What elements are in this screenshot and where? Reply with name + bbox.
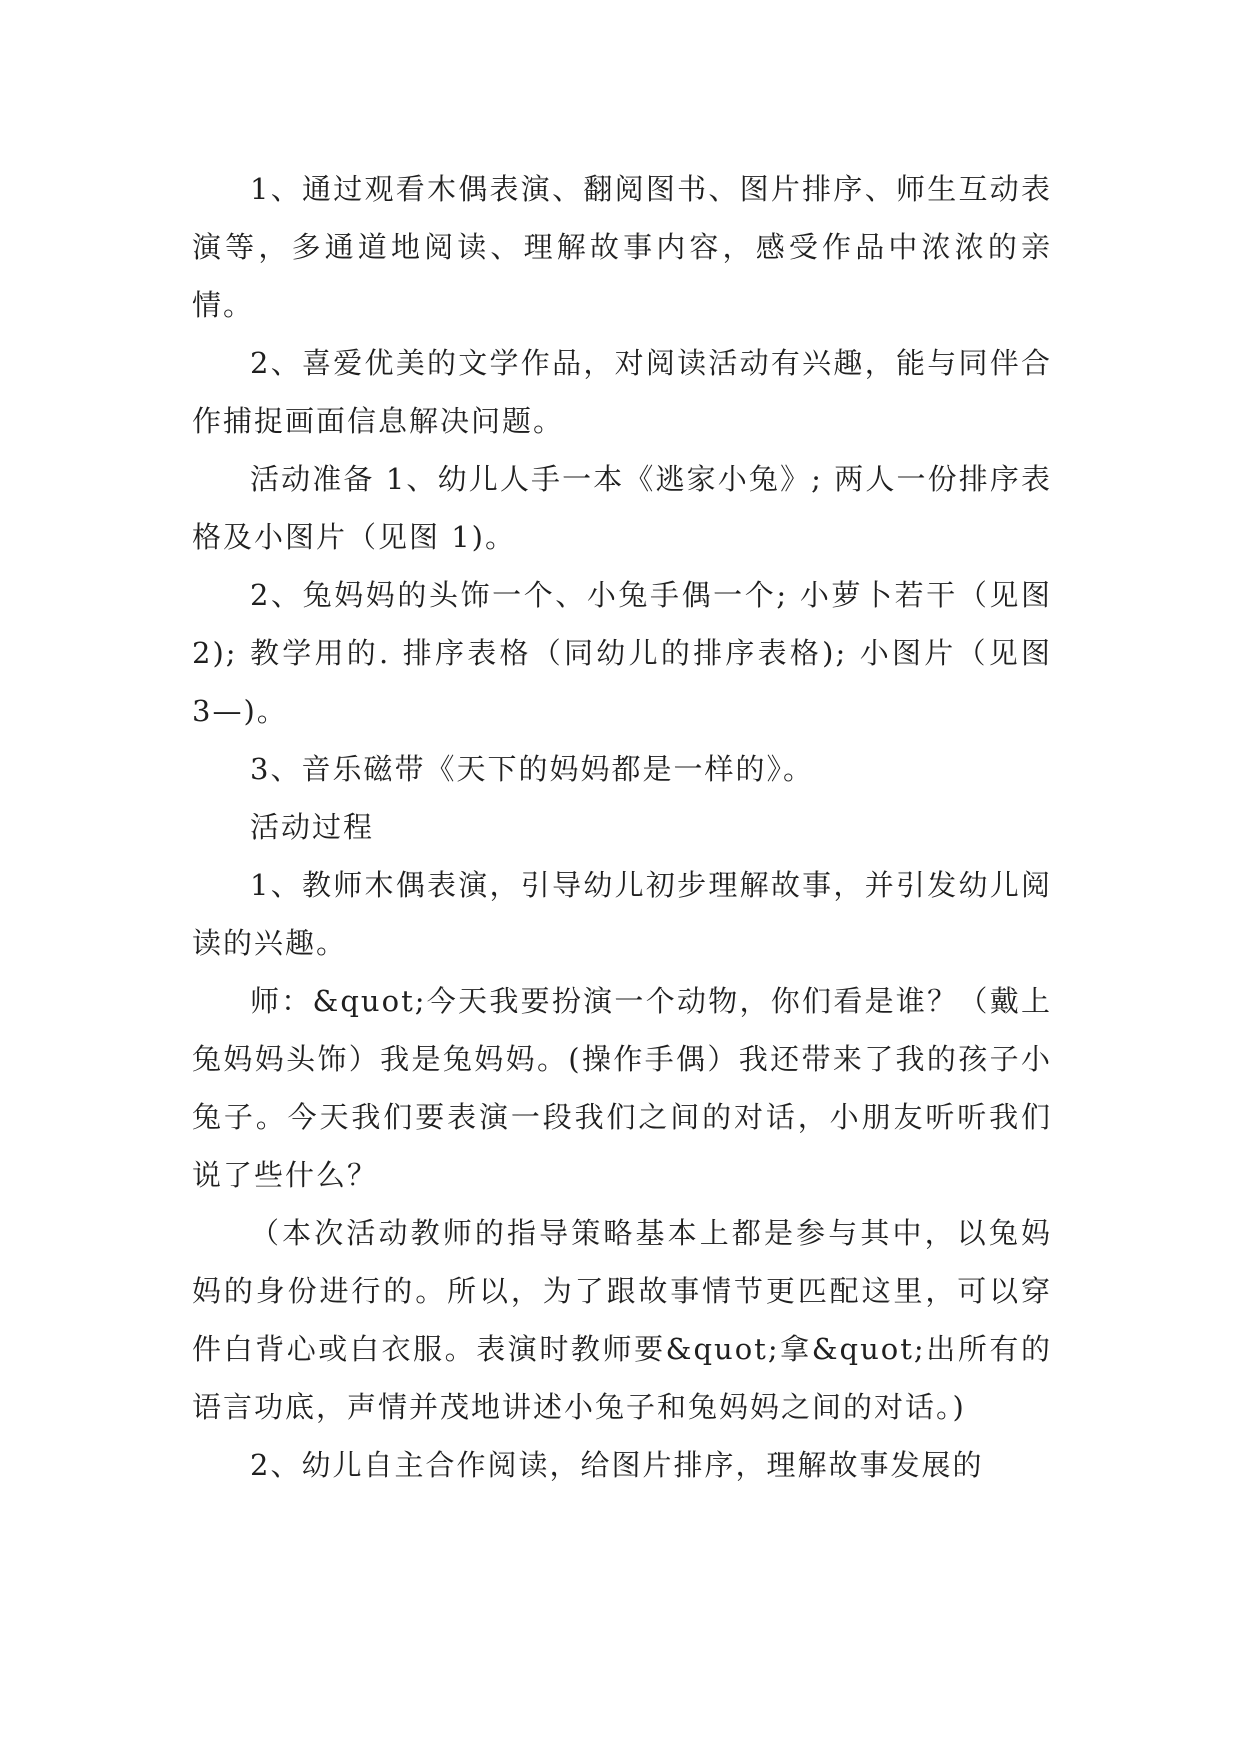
paragraph-preparation-1: 活动准备 1、幼儿人手一本《逃家小兔》; 两人一份排序表格及小图片（见图 1)。 (192, 462, 1052, 554)
paragraph-goal-1: 1、通过观看木偶表演、翻阅图书、图片排序、师生互动表演等，多通道地阅读、理解故事内容，感受作品中浓浓的亲情。 (192, 172, 1052, 322)
paragraph-preparation-3: 3、音乐磁带《天下的妈妈都是一样的》。 (250, 752, 814, 786)
paragraph-process-1: 1、教师木偶表演，引导幼儿初步理解故事，并引发幼儿阅读的兴趣。 (192, 868, 1052, 960)
document-body (192, 160, 1052, 1494)
section-heading-activity-process: 活动过程 (250, 810, 375, 844)
paragraph-preparation-2: 2、兔妈妈的头饰一个、小兔手偶一个; 小萝卜若干（见图 2); 教学用的. 排序表格（同幼儿的排序表格); 小图片（见图 3—)。 (192, 578, 1052, 728)
paragraph-process-2: 2、幼儿自主合作阅读，给图片排序，理解故事发展的 (250, 1448, 984, 1482)
paragraph-teaching-note: （本次活动教师的指导策略基本上都是参与其中，以兔妈妈的身份进行的。所以，为了跟故事情节更匹配这里，可以穿件白背心或白衣服。表演时教师要&quot;拿&quot;出所有的语言功底，声情并茂地讲述小兔子和兔妈妈之间的对话。) (192, 1216, 1052, 1424)
paragraph-goal-2: 2、喜爱优美的文学作品，对阅读活动有兴趣，能与同伴合作捕捉画面信息解决问题。 (192, 346, 1052, 438)
paragraph-teacher-dialogue: 师：&quot;今天我要扮演一个动物，你们看是谁？（戴上兔妈妈头饰）我是兔妈妈。(操作手偶）我还带来了我的孩子小兔子。今天我们要表演一段我们之间的对话，小朋友听听我们说了些什么？ (192, 984, 1052, 1192)
